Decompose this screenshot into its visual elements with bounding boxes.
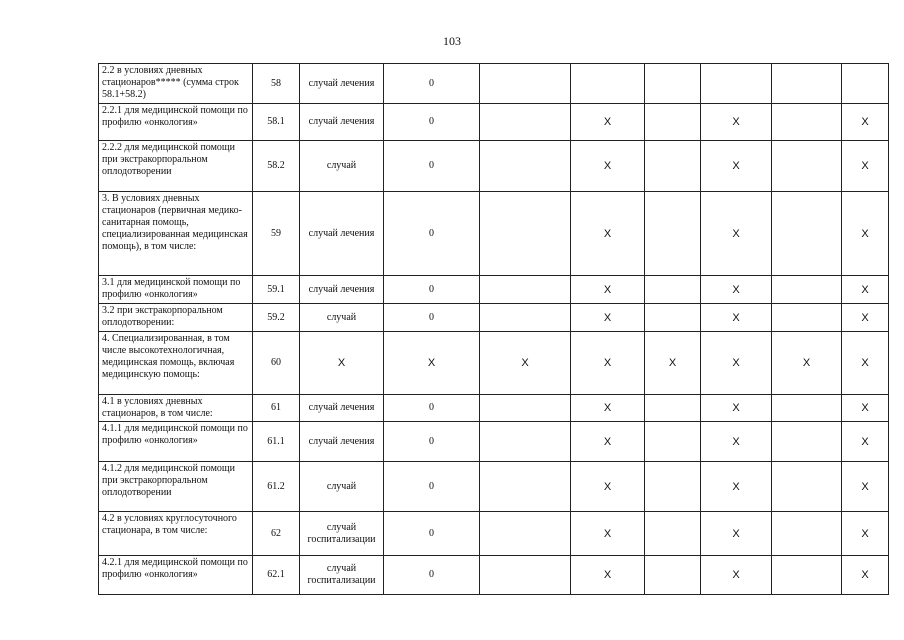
value-cell	[645, 422, 701, 462]
value-cell: X	[842, 192, 889, 276]
row-unit-cell: X	[300, 332, 384, 395]
table-row	[99, 192, 889, 276]
value-cell: 0	[384, 64, 480, 104]
value-cell	[645, 192, 701, 276]
row-name-cell: 4.2 в условиях круглосуточного стационара, в том числе:	[99, 512, 253, 556]
row-code-cell: 59.2	[253, 304, 300, 332]
row-code-cell: 58.1	[253, 104, 300, 141]
value-cell: X	[571, 395, 645, 422]
value-cell	[480, 276, 571, 304]
value-cell: X	[842, 462, 889, 512]
value-cell: X	[571, 556, 645, 595]
value-cell: X	[842, 104, 889, 141]
value-cell: X	[701, 332, 772, 395]
row-name-cell: 3.1 для медицинской помощи по профилю «онкология»	[99, 276, 253, 304]
value-cell	[480, 192, 571, 276]
value-cell	[701, 64, 772, 104]
value-cell: 0	[384, 556, 480, 595]
value-cell	[480, 141, 571, 192]
value-cell: X	[842, 332, 889, 395]
table-row	[99, 141, 889, 192]
value-cell	[480, 462, 571, 512]
value-cell	[645, 141, 701, 192]
value-cell	[772, 104, 842, 141]
row-unit-cell: случай	[300, 462, 384, 512]
value-cell: 0	[384, 395, 480, 422]
value-cell	[772, 462, 842, 512]
row-code-cell: 62.1	[253, 556, 300, 595]
value-cell: X	[842, 395, 889, 422]
table-row	[99, 64, 889, 104]
value-cell: X	[384, 332, 480, 395]
value-cell: X	[842, 512, 889, 556]
value-cell	[842, 64, 889, 104]
value-cell	[645, 512, 701, 556]
row-name-cell: 3. В условиях дневных стационаров (первичная медико-санитарная помощь, специализированная медицинская помощь), в том числе:	[99, 192, 253, 276]
table-row	[99, 556, 889, 595]
value-cell: X	[571, 304, 645, 332]
table-row	[99, 422, 889, 462]
value-cell	[645, 395, 701, 422]
table-row	[99, 104, 889, 141]
value-cell	[772, 422, 842, 462]
value-cell	[645, 556, 701, 595]
value-cell	[480, 395, 571, 422]
row-unit-cell: случай	[300, 304, 384, 332]
value-cell: X	[571, 332, 645, 395]
value-cell: X	[571, 104, 645, 141]
row-unit-cell: случай лечения	[300, 104, 384, 141]
page-number: 103	[443, 34, 461, 48]
table-row	[99, 512, 889, 556]
row-name-cell: 4. Специализированная, в том числе высокотехнологичная, медицинская помощь, включая медицинскую помощь:	[99, 332, 253, 395]
value-cell: X	[842, 556, 889, 595]
row-unit-cell: случай лечения	[300, 395, 384, 422]
data-table	[98, 63, 889, 595]
row-code-cell: 58	[253, 64, 300, 104]
value-cell: X	[701, 422, 772, 462]
value-cell	[772, 192, 842, 276]
row-unit-cell: случай лечения	[300, 64, 384, 104]
row-name-cell: 2.2 в условиях дневных стационаров***** (сумма строк 58.1+58.2)	[99, 64, 253, 104]
value-cell	[772, 556, 842, 595]
value-cell: X	[842, 276, 889, 304]
row-name-cell: 2.2.2 для медицинской помощи при экстракорпоральном оплодотворении	[99, 141, 253, 192]
value-cell	[571, 64, 645, 104]
value-cell	[480, 104, 571, 141]
value-cell	[772, 395, 842, 422]
table-row	[99, 304, 889, 332]
value-cell: X	[571, 512, 645, 556]
value-cell: 0	[384, 141, 480, 192]
value-cell: X	[701, 104, 772, 141]
value-cell: X	[571, 276, 645, 304]
value-cell: X	[701, 141, 772, 192]
row-code-cell: 58.2	[253, 141, 300, 192]
value-cell: X	[571, 462, 645, 512]
value-cell	[645, 64, 701, 104]
value-cell	[772, 276, 842, 304]
value-cell: X	[701, 395, 772, 422]
value-cell: X	[701, 462, 772, 512]
value-cell	[480, 64, 571, 104]
table-row	[99, 332, 889, 395]
row-code-cell: 61.1	[253, 422, 300, 462]
value-cell: X	[701, 556, 772, 595]
value-cell	[772, 304, 842, 332]
value-cell	[772, 64, 842, 104]
row-name-cell: 4.2.1 для медицинской помощи по профилю «онкология»	[99, 556, 253, 595]
value-cell: X	[842, 141, 889, 192]
value-cell	[645, 462, 701, 512]
value-cell: X	[772, 332, 842, 395]
value-cell: 0	[384, 276, 480, 304]
value-cell: X	[571, 192, 645, 276]
row-name-cell: 4.1.1 для медицинской помощи по профилю «онкология»	[99, 422, 253, 462]
value-cell: X	[571, 141, 645, 192]
value-cell: 0	[384, 304, 480, 332]
value-cell	[772, 141, 842, 192]
value-cell: X	[842, 422, 889, 462]
value-cell: X	[842, 304, 889, 332]
value-cell	[645, 104, 701, 141]
row-unit-cell: случай лечения	[300, 276, 384, 304]
value-cell	[480, 304, 571, 332]
value-cell: X	[701, 304, 772, 332]
value-cell: 0	[384, 422, 480, 462]
row-code-cell: 61	[253, 395, 300, 422]
value-cell	[645, 304, 701, 332]
row-unit-cell: случай госпитализации	[300, 556, 384, 595]
table-row	[99, 276, 889, 304]
row-unit-cell: случай	[300, 141, 384, 192]
row-name-cell: 3.2 при экстракорпоральном оплодотворении:	[99, 304, 253, 332]
value-cell: 0	[384, 104, 480, 141]
row-unit-cell: случай лечения	[300, 422, 384, 462]
row-code-cell: 59	[253, 192, 300, 276]
value-cell: X	[645, 332, 701, 395]
value-cell	[480, 512, 571, 556]
value-cell	[480, 556, 571, 595]
value-cell: 0	[384, 192, 480, 276]
value-cell	[480, 422, 571, 462]
value-cell: X	[480, 332, 571, 395]
row-code-cell: 59.1	[253, 276, 300, 304]
row-name-cell: 4.1 в условиях дневных стационаров, в том числе:	[99, 395, 253, 422]
value-cell: X	[701, 276, 772, 304]
value-cell: X	[701, 192, 772, 276]
value-cell	[645, 276, 701, 304]
value-cell: 0	[384, 462, 480, 512]
row-code-cell: 62	[253, 512, 300, 556]
table-row	[99, 462, 889, 512]
row-name-cell: 2.2.1 для медицинской помощи по профилю «онкология»	[99, 104, 253, 141]
value-cell: X	[571, 422, 645, 462]
table-body	[99, 64, 889, 595]
row-code-cell: 61.2	[253, 462, 300, 512]
row-unit-cell: случай лечения	[300, 192, 384, 276]
value-cell	[772, 512, 842, 556]
table-row	[99, 395, 889, 422]
row-code-cell: 60	[253, 332, 300, 395]
value-cell: X	[701, 512, 772, 556]
row-unit-cell: случай госпитализации	[300, 512, 384, 556]
value-cell: 0	[384, 512, 480, 556]
row-name-cell: 4.1.2 для медицинской помощи при экстракорпоральном оплодотворении	[99, 462, 253, 512]
